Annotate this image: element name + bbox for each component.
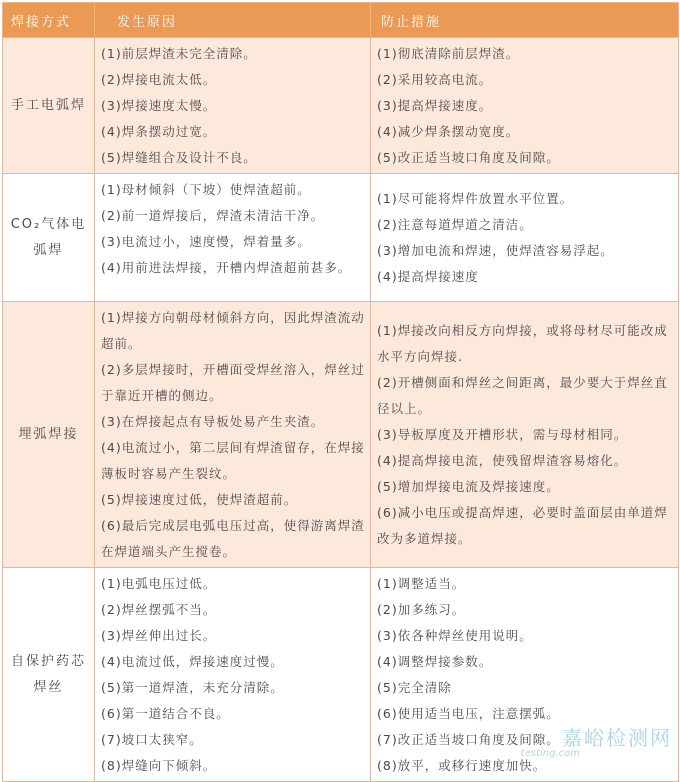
cause-item: (5)第一道焊渣，未充分清除。 (101, 680, 284, 695)
welding-method-cell: 埋弧焊接 (3, 302, 95, 568)
table-row (3, 38, 679, 174)
prevention-item: (1)彻底清除前层焊渣。 (377, 46, 520, 61)
welding-method-cell: CO₂气体电弧焊 (3, 174, 95, 302)
cause-item: (3)焊接速度太慢。 (101, 98, 217, 113)
table-header-row (3, 3, 679, 38)
welding-method-cell: 自保护药芯焊丝 (3, 568, 95, 782)
cause-item: (2)焊接电流太低。 (101, 72, 217, 87)
prevention-item: (4)提高焊接速度 (377, 269, 479, 284)
welding-slag-table (2, 2, 679, 782)
prevention-cell (371, 302, 679, 568)
cause-item: (4)用前进法焊接，开槽内焊渣超前甚多。 (101, 260, 352, 275)
prevention-cell (371, 38, 679, 174)
prevention-item: (5)完全清除 (377, 680, 452, 695)
prevention-item: (5)改正适当坡口角度及间隙。 (377, 150, 560, 165)
cause-item: (4)焊条摆动过宽。 (101, 124, 217, 139)
prevention-item: (3)提高焊接速度。 (377, 98, 493, 113)
prevention-item: (2)采用较高电流。 (377, 72, 493, 87)
prevention-item: (2)加多练习。 (377, 602, 466, 617)
cause-item: (6)最后完成层电弧电压过高，使得游离焊渣在焊道端头产生搅卷。 (101, 518, 365, 559)
prevention-item: (1)尽可能将焊件放置水平位置。 (377, 191, 574, 206)
watermark-url: testing.com (520, 748, 580, 759)
cause-cell (95, 38, 371, 174)
prevention-item: (2)开槽侧面和焊丝之间距离，最少要大于焊丝直径以上。 (377, 375, 668, 416)
cause-item: (1)前层焊渣未完全清除。 (101, 46, 257, 61)
cause-cell (95, 568, 371, 782)
cause-item: (2)焊丝摆弧不当。 (101, 602, 217, 617)
welding-method-cell: 手工电弧焊 (3, 38, 95, 174)
prevention-item: (8)放平，或移行速度加快。 (377, 758, 547, 773)
prevention-item: (1)焊接改向相反方向焊接，或将母材尽可能改成水平方向焊接. (377, 323, 668, 364)
cause-item: (3)在焊接起点有导板处易产生夹渣。 (101, 414, 325, 429)
cause-item: (1)焊接方向朝母材倾斜方向，因此焊渣流动超前。 (101, 310, 365, 351)
prevention-item: (4)减少焊条摆动宽度。 (377, 124, 520, 139)
cause-item: (3)电流过小，速度慢，焊着量多。 (101, 234, 311, 249)
cause-item: (1)母材倾斜（下坡）使焊渣超前。 (101, 182, 311, 197)
prevention-item: (1)调整适当。 (377, 576, 466, 591)
prevention-item: (6)使用适当电压，注意摆弧。 (377, 706, 560, 721)
header-prevention: 防止措施 (371, 3, 679, 38)
cause-item: (5)焊接速度过低，使焊渣超前。 (101, 492, 298, 507)
cause-item: (3)焊丝伸出过长。 (101, 628, 217, 643)
prevention-item: (2)注意每道焊道之清洁。 (377, 217, 533, 232)
cause-item: (1)电弧电压过低。 (101, 576, 217, 591)
table-row (3, 302, 679, 568)
header-cause: 发生原因 (95, 3, 371, 38)
cause-item: (7)坡口太狭窄。 (101, 732, 203, 747)
cause-item: (4)电流过小，第二层间有焊渣留存，在焊接薄板时容易产生裂纹。 (101, 440, 365, 481)
cause-item: (2)前一道焊接后，焊渣未清洁干净。 (101, 208, 325, 223)
cause-cell (95, 174, 371, 302)
prevention-item: (3)依各种焊丝使用说明。 (377, 628, 533, 643)
prevention-item: (3)导板厚度及开槽形状，需与母材相同。 (377, 427, 628, 442)
prevention-item: (6)减小电压或提高焊速，必要时盖面层由单道焊改为多道焊接。 (377, 505, 668, 546)
prevention-item: (5)增加焊接电流及焊接速度。 (377, 479, 560, 494)
prevention-cell (371, 174, 679, 302)
prevention-item: (7)改正适当坡口角度及间隙。 (377, 732, 560, 747)
cause-item: (8)焊缝向下倾斜。 (101, 758, 217, 773)
table-row (3, 174, 679, 302)
cause-cell (95, 302, 371, 568)
header-method: 焊接方式 (3, 3, 95, 38)
watermark-brand: 嘉峪检测网 (562, 726, 672, 750)
prevention-item: (4)调整焊接参数。 (377, 654, 493, 669)
prevention-item: (3)增加电流和焊速，使焊渣容易浮起。 (377, 243, 614, 258)
cause-item: (2)多层焊接时，开槽面受焊丝溶入，焊丝过于靠近开槽的侧边。 (101, 362, 365, 403)
cause-item: (4)电流过低，焊接速度过慢。 (101, 654, 284, 669)
cause-item: (5)焊缝组合及设计不良。 (101, 150, 257, 165)
prevention-item: (4)提高焊接电流，使残留焊渣容易熔化。 (377, 453, 628, 468)
cause-item: (6)第一道结合不良。 (101, 706, 230, 721)
